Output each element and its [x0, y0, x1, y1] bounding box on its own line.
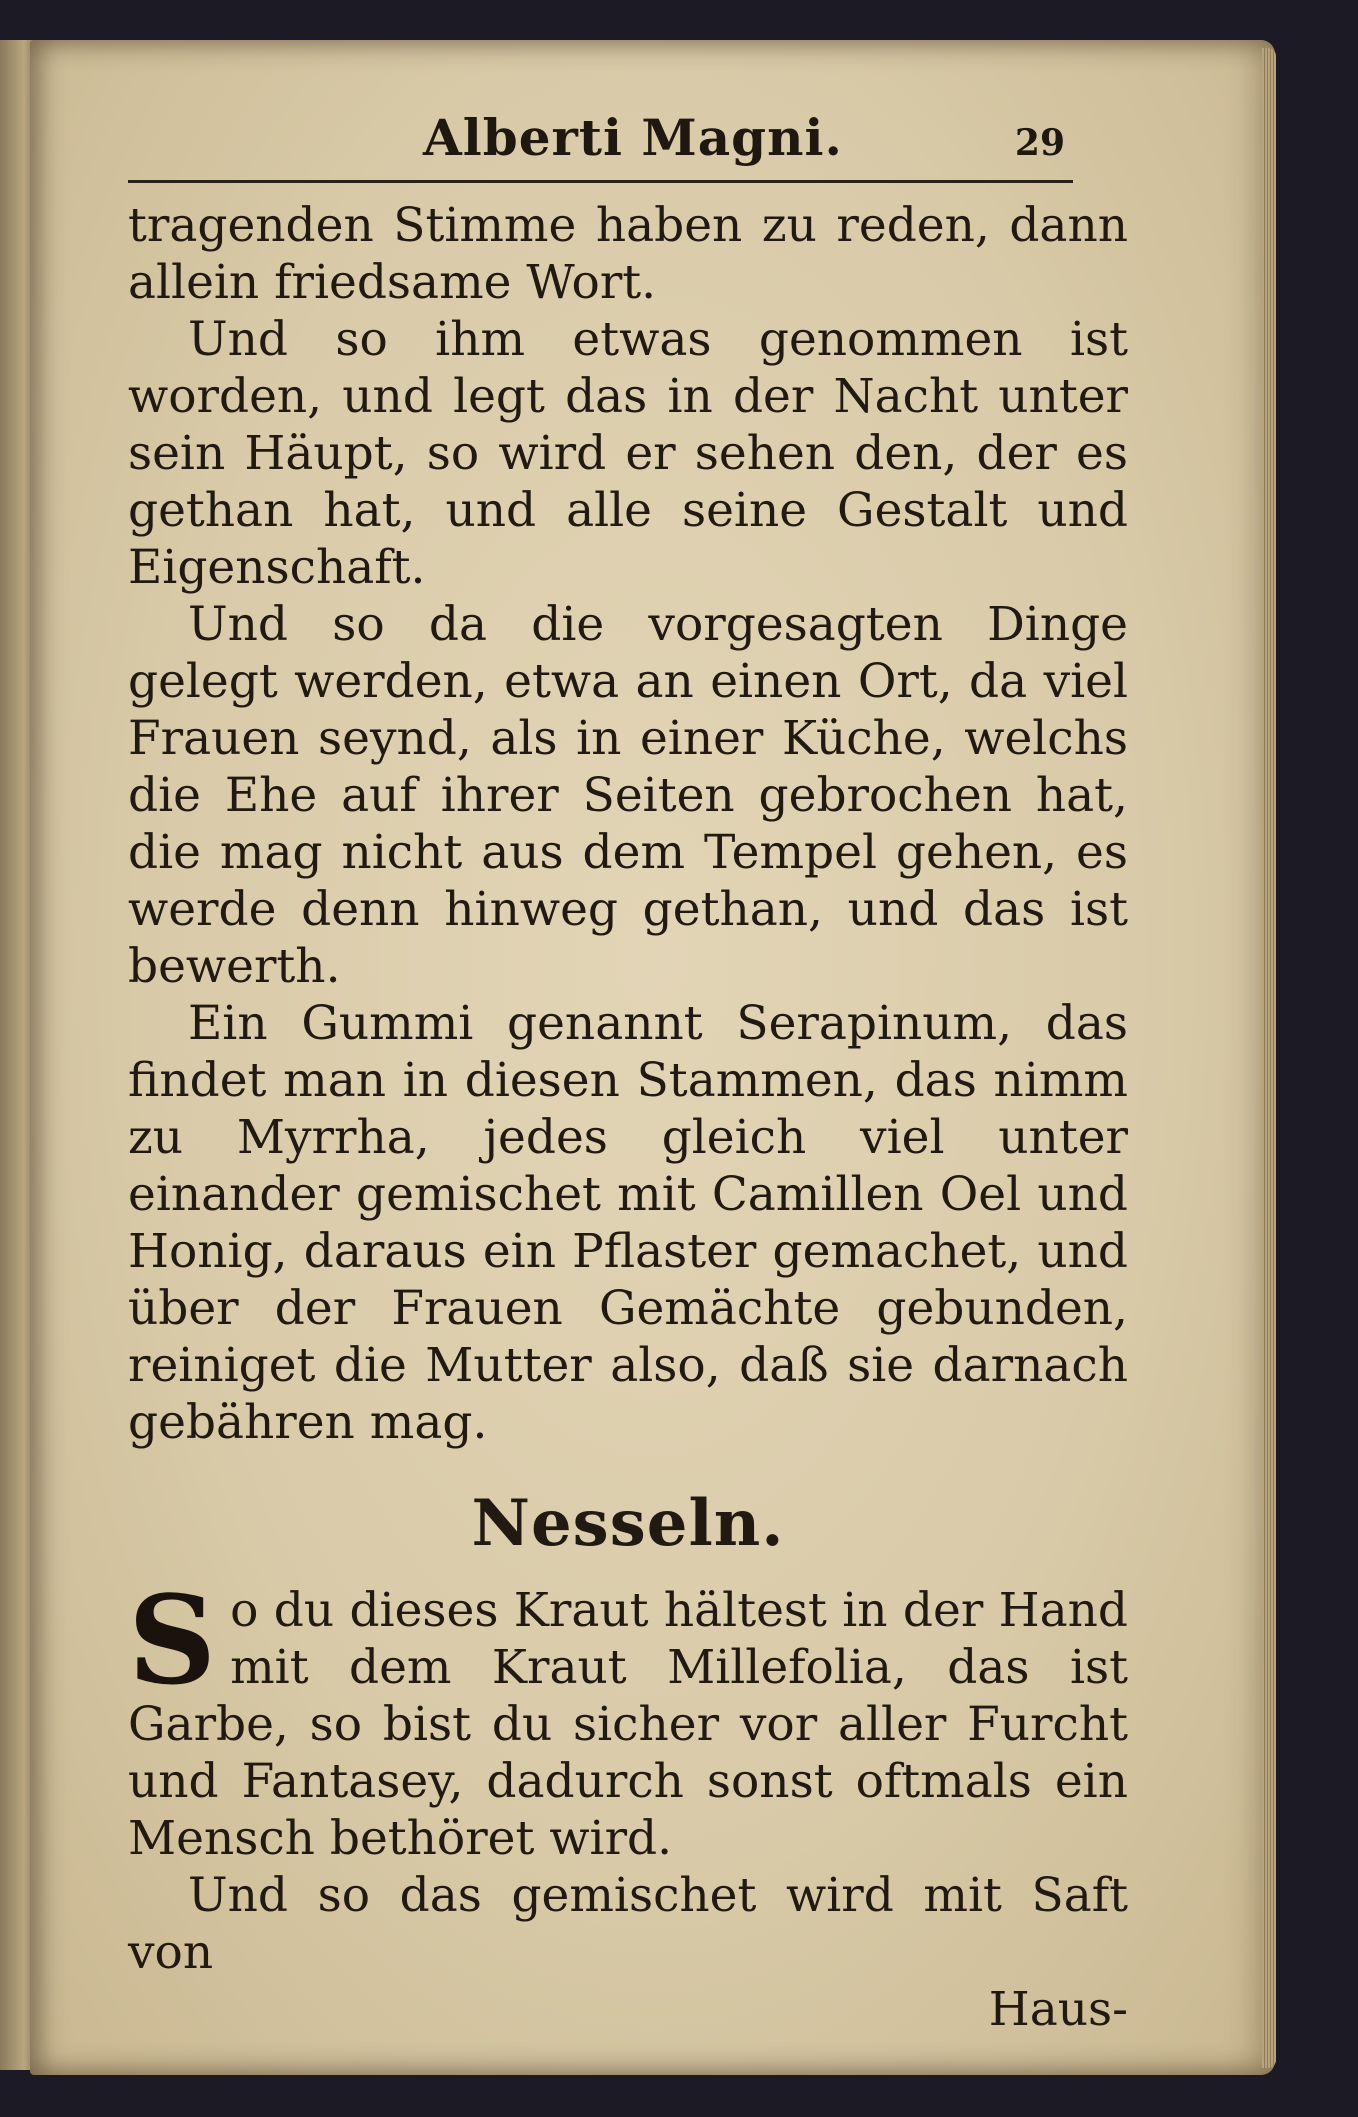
paragraph: Und so das gemischet wird mit Saft von	[128, 1868, 1128, 1980]
section-first-paragraph	[128, 1568, 1128, 1867]
paragraph: Und so ihm etwas genommen ist worden, und legt das in der Nacht unter sein Häupt, so wird er sehen den, der es gethan hat, und alle seine Gestalt und Eigenschaft.	[128, 312, 1128, 595]
paragraph: o du dieses Kraut hältest in der Hand mit dem Kraut Millefolia, das ist Garbe, so bist du sicher vor aller Furcht und Fantasey, dadurch sonst oftmals ein Mensch bethöret wird.	[128, 1583, 1128, 1866]
page-stack-edge	[1262, 48, 1276, 2068]
drop-cap-initial: S	[128, 1568, 217, 1712]
catchword: Haus-	[988, 1982, 1128, 2037]
paragraph: Ein Gummi genannt Serapinum, das findet man in diesen Stammen, das nimm zu Myrrha, jedes gleich viel unter einander gemischet mit Camillen Oel und Honig, daraus ein Pflaster gemachet, und über der Frauen Gemächte gebunden, reiniget die Mutter also, daß sie darnach gebähren mag.	[128, 996, 1128, 1450]
paragraph: tragenden Stimme haben zu reden, dann allein friedsame Wort.	[128, 198, 1128, 310]
page-body	[128, 197, 1128, 2038]
paragraph: Und so da die vorgesagten Dinge gelegt werden, etwa an einen Ort, da viel Frauen seynd, als in einer Küche, welchs die Ehe auf ihrer Seiten gebrochen hat, die mag nicht aus dem Tempel gehen, es werde denn hinweg gethan, und das ist bewerth.	[128, 597, 1128, 994]
page-header	[128, 100, 1073, 183]
page-number: 29	[1014, 122, 1065, 164]
section-heading: Nesseln.	[471, 1486, 785, 1561]
running-title: Alberti Magni.	[423, 108, 843, 167]
